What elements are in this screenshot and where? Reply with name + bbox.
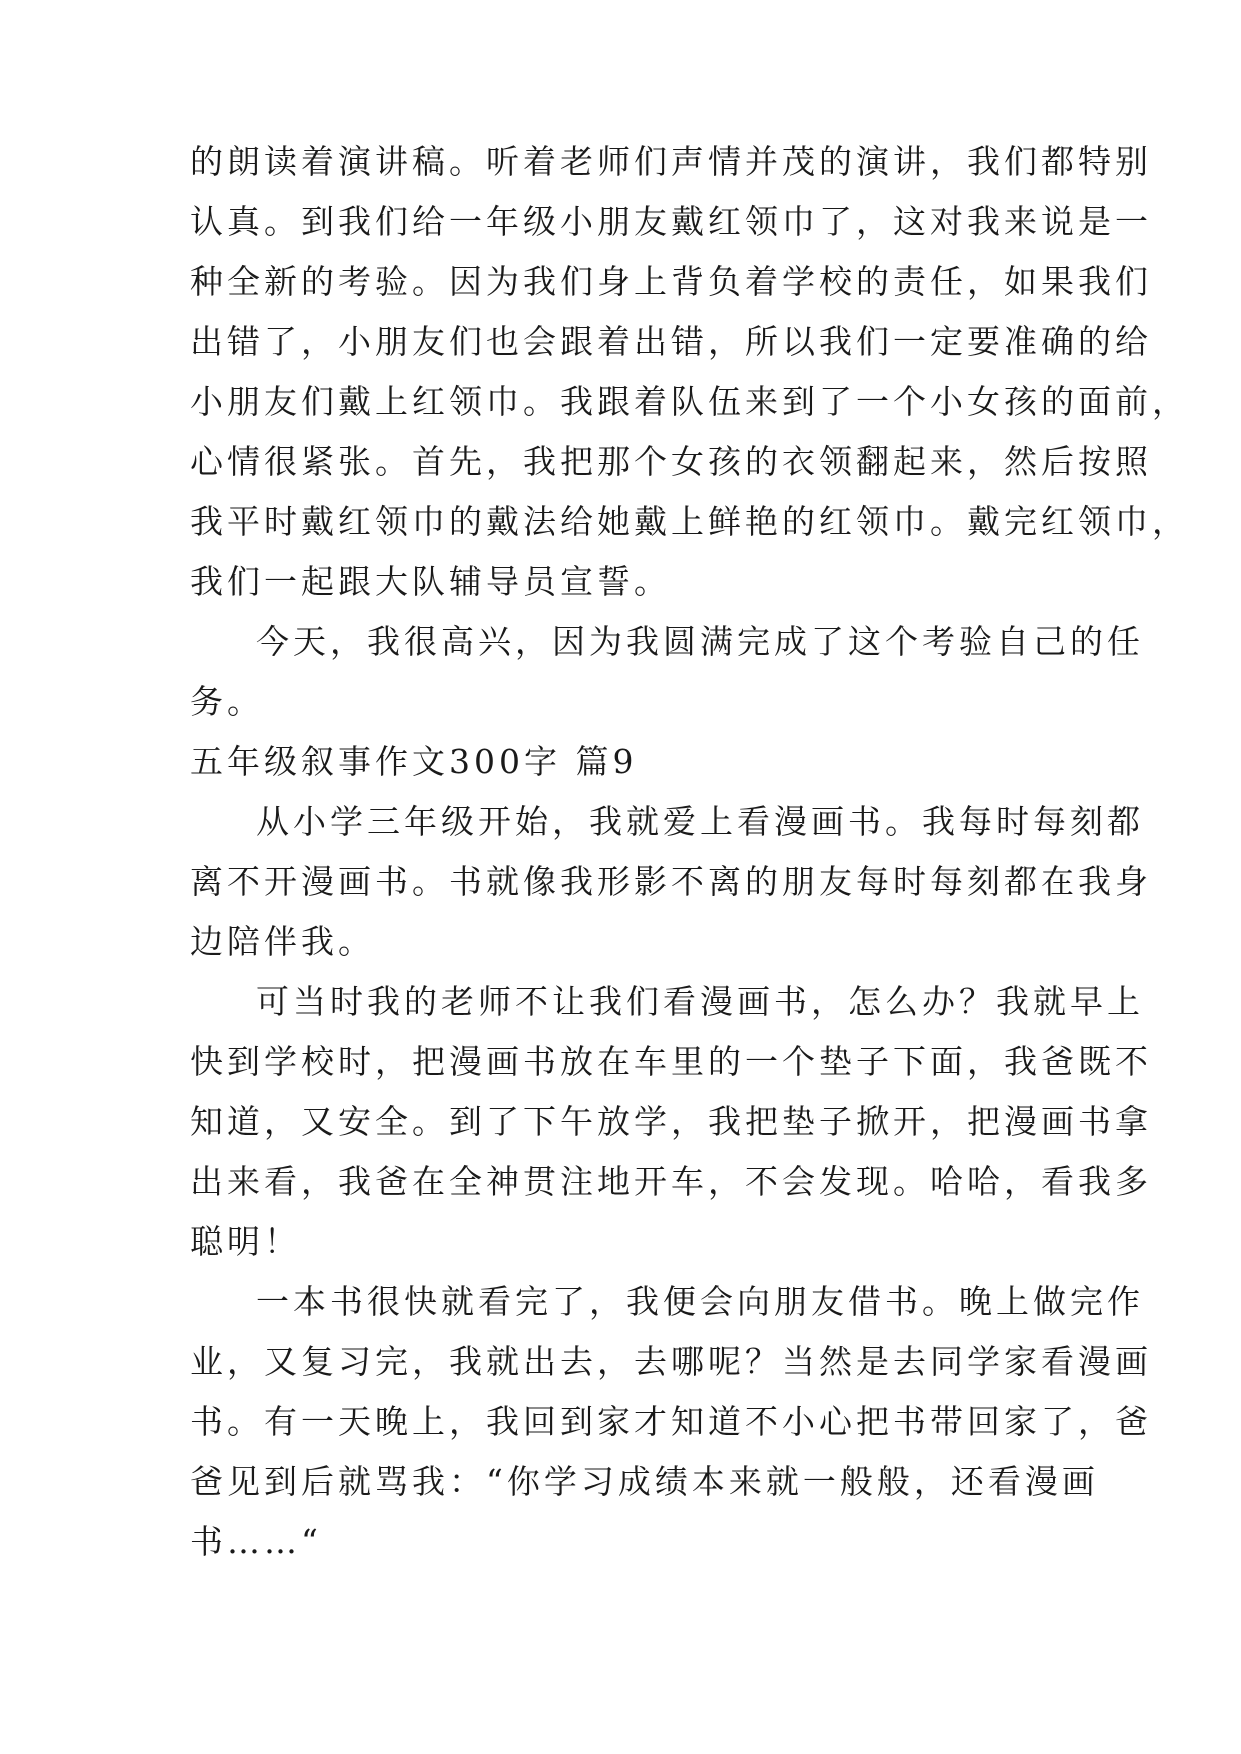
paragraph-line: 务。 [190,682,264,721]
paragraph-line: 出来看，我爸在全神贯注地开车，不会发现。哈哈，看我多 [190,1162,1152,1201]
paragraph-line: 出错了，小朋友们也会跟着出错，所以我们一定要准确的给 [190,322,1152,361]
section-heading: 五年级叙事作文300字 篇9 [190,742,638,781]
paragraph-line: 业，又复习完，我就出去，去哪呢？当然是去同学家看漫画 [190,1342,1152,1381]
paragraph-line: 爸见到后就骂我：“你学习成绩本来就一般般，还看漫画 [190,1462,1099,1501]
paragraph-line: 边陪伴我。 [190,922,375,961]
paragraph-line: 书……“ [190,1522,322,1561]
paragraph-line: 种全新的考验。因为我们身上背负着学校的责任，如果我们 [190,262,1152,301]
paragraph-line: 聪明！ [190,1222,301,1261]
paragraph-line: 从小学三年级开始，我就爱上看漫画书。我每时每刻都 [256,802,1144,841]
paragraph-line: 快到学校时，把漫画书放在车里的一个垫子下面，我爸既不 [190,1042,1152,1081]
paragraph-line: 离不开漫画书。书就像我形影不离的朋友每时每刻都在我身 [190,862,1152,901]
paragraph-line: 我平时戴红领巾的戴法给她戴上鲜艳的红领巾。戴完红领巾， [190,502,1189,541]
paragraph-line: 认真。到我们给一年级小朋友戴红领巾了，这对我来说是一 [190,202,1152,241]
paragraph-line: 书。有一天晚上，我回到家才知道不小心把书带回家了，爸 [190,1402,1152,1441]
paragraph-line: 小朋友们戴上红领巾。我跟着队伍来到了一个小女孩的面前， [190,382,1189,421]
paragraph-line: 心情很紧张。首先，我把那个女孩的衣领翻起来，然后按照 [190,442,1152,481]
paragraph-line: 的朗读着演讲稿。听着老师们声情并茂的演讲，我们都特别 [190,142,1152,181]
paragraph-line: 我们一起跟大队辅导员宣誓。 [190,562,671,601]
paragraph-line: 一本书很快就看完了，我便会向朋友借书。晚上做完作 [256,1282,1144,1321]
paragraph-line: 今天，我很高兴，因为我圆满完成了这个考验自己的任 [256,622,1144,661]
paragraph-line: 知道，又安全。到了下午放学，我把垫子掀开，把漫画书拿 [190,1102,1152,1141]
paragraph-line: 可当时我的老师不让我们看漫画书，怎么办？我就早上 [256,982,1144,1021]
